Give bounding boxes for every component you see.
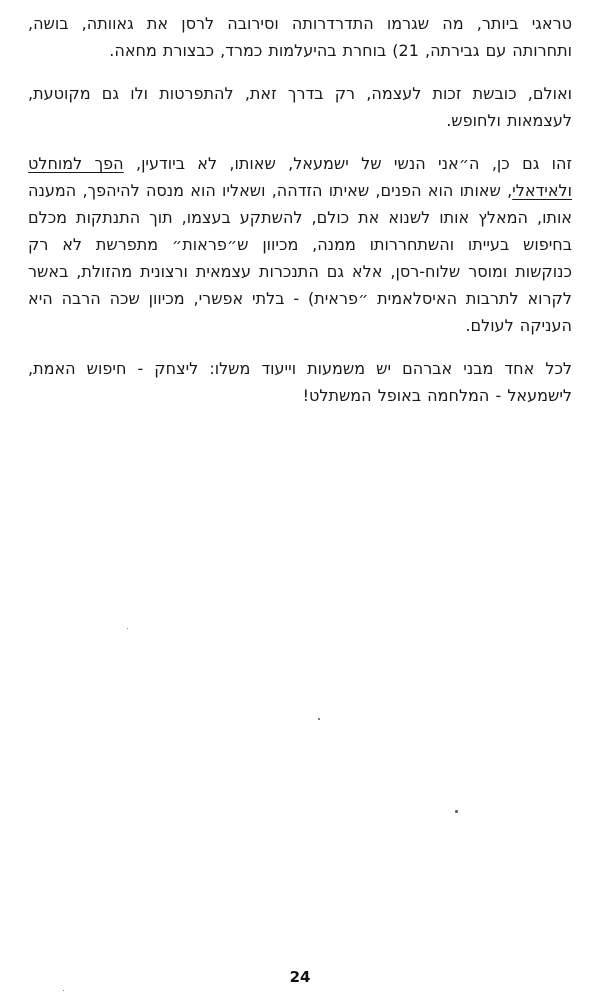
paragraph-3	[28, 150, 572, 339]
paragraph-2-underlined: ואולם, כובשת זכות לעצמה, רק בדרך זאת, להתפרטות ולו גם מקוטעת, לעצמאות ולחופש.	[28, 84, 572, 130]
scan-speck	[63, 990, 64, 991]
scan-speck	[318, 718, 320, 720]
paragraph-3-start: זהו גם כן, ה״אני הנשי של ישמעאל, שאותו, לא ביודעין,	[123, 154, 573, 173]
paragraph-4-underlined: לכל אחד מבני אברהם יש משמעות וייעוד משלו: ליצחק - חיפוש האמת, לישמעאל - המלחמה באופל המשתלט!	[28, 359, 572, 405]
paragraph-3-underlined-phrase: הפך למוחלט ולאידאלי	[28, 154, 572, 200]
paragraph-1: טראגי ביותר, מה שגרמו התדרדרותה וסירובה לרסן את גאוותה, בושה, ותחרותה עם גבירתה, 21) בוחרת בהיעלמות כמרד, כבצורת מחאה.	[28, 14, 572, 60]
paragraph-3-end: , שאותו הוא הפנים, שאיתו הזדהה, ושאליו הוא מנסה להיהפך, המענה אותו, המאלץ אותו לשנוא את כולם, להשתקע בעצמו, תוך התנתקות מכלם בחיפוש בעייתו והשתחררותו ממנה, מכיוון ש״פראות״ מתפרשת לא רק כנוקשות ומוסר שלוח-רסן, אלא גם התנכרות עצמאית ורצונית מהזולת, באשר לקרוא לתרבות האיסלאמית ״פראית) - בלתי אפשרי, מכיוון שכה הרבה היא העניקה לעולם.	[28, 181, 572, 335]
scan-speck	[127, 628, 128, 629]
document-page	[28, 10, 572, 425]
page-number: 24	[289, 968, 311, 986]
scan-speck	[455, 810, 458, 813]
